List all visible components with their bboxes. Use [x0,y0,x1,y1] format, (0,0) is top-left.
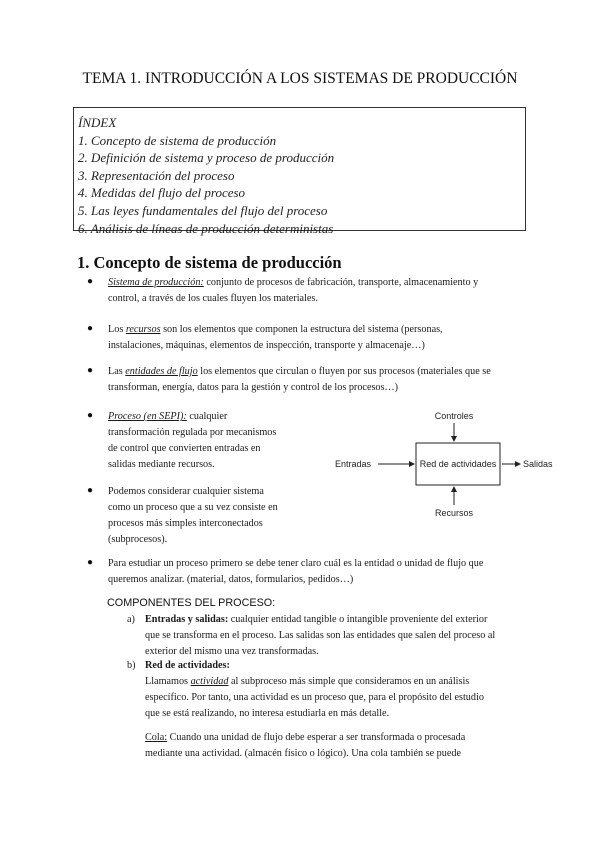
bullet-text: como un proceso que a su vez consiste en [108,502,278,513]
bullet-icon: ● [86,323,94,334]
page-title: TEMA 1. INTRODUCCIÓN A LOS SISTEMAS DE PRODUCCIÓN [82,70,518,87]
index-item: 5. Las leyes fundamentales del flujo del proceso [78,202,328,218]
list-marker-b: b) [127,660,136,671]
bullet-icon: ● [86,557,94,568]
index-item: 1. Concepto de sistema de producción [78,132,277,148]
bullet-text: Los [108,324,126,335]
component-text: Llamamos [145,676,191,687]
bullet-text: Podemos considerar cualquier sistema [108,486,264,497]
component-text: Cuando una unidad de flujo debe esperar a ser transformada o procesada [167,732,466,743]
component-text: que se transforma en el proceso. Las salidas son las entidades que salen del proceso al [145,630,496,641]
term-red-actividades: Red de actividades: [145,660,230,671]
index-item: 2. Definición de sistema y proceso de producción [78,150,335,166]
index-heading: ÍNDEX [78,115,117,130]
bullet-text: cualquier [186,411,228,422]
component-text: exterior del mismo una vez transformadas. [145,646,319,657]
bullet-icon: ● [86,365,94,376]
bullet-text: (subprocesos). [108,534,168,545]
controls-label: Controles [434,411,474,421]
bullet-text: instalaciones, máquinas, elementos de inspección, transporte y almacenaje…) [108,340,425,351]
component-entradas-salidas [145,612,565,660]
component-text: al subproceso más simple que consideramos en un análisis [228,676,470,687]
component-text: mediante una actividad. (almacén físico o lógico). Una cola también se puede [145,748,461,759]
bullet-text: Para estudiar un proceso primero se debe tener claro cuál es la entidad o unidad de flujo que [108,558,484,569]
bullet-text: transforman, energía, datos para la gestión y control de los procesos…) [108,382,399,393]
term-cola: Cola: [145,732,168,743]
bullet-text: queremos analizar. (material, datos, formularios, pedidos…) [108,574,354,585]
bullet-text: son los elementos que componen la estructura del sistema (personas, [160,324,443,335]
bullet-text: procesos más simples interconectados [108,518,263,529]
component-text: cualquier entidad tangible o intangible proveniente del exterior [228,614,488,625]
bullet-text: transformación regulada por mecanismos [108,427,277,438]
term-actividad: actividad [190,676,229,687]
bullet-text: de control que convierten entradas en [108,443,261,454]
index-item: 6. Análisis de líneas de producción deterministas [78,220,334,236]
term-recursos: recursos [125,324,161,335]
bullet-text: control, a través de los cuales fluyen los materiales. [108,293,318,304]
bullet-sistema-produccion [108,275,548,307]
component-text: específico. Por tanto, una actividad es un proceso que, para el propósito del estudio [145,692,484,703]
outputs-label: Salidas [523,459,553,469]
bullet-text: conjunto de procesos de fabricación, transporte, almacenamiento y [203,277,479,288]
bullet-subprocesos [108,484,338,548]
bullet-text: los elementos que circulan o fluyen por sus procesos (materiales que se [197,366,491,377]
component-cola [145,730,565,762]
bullet-icon: ● [86,410,94,421]
activity-network-label: Red de actividades [419,459,497,469]
index-item: 3. Representación del proceso [78,167,235,183]
bullet-text: salidas mediante recursos. [108,459,215,470]
bullet-entidades-flujo [108,364,568,396]
section-heading: 1. Concepto de sistema de producción [77,253,342,272]
components-heading: COMPONENTES DEL PROCESO: [107,597,276,609]
index-box [73,107,526,236]
bullet-unidad-flujo [108,556,568,588]
term-proceso: Proceso (en SEPI): [108,411,187,422]
bullet-recursos [108,322,558,354]
term-entidades-flujo: entidades de flujo [125,366,198,377]
process-diagram [330,405,560,530]
term-sistema-produccion: Sistema de producción: [108,277,204,288]
bullet-icon: ● [86,276,94,287]
bullet-proceso [108,409,338,473]
bullet-text: Las [108,366,126,377]
index-item: 4. Medidas del flujo del proceso [78,185,246,201]
component-red-actividades [145,658,565,722]
bullet-icon: ● [86,485,94,496]
component-text: que se está realizando, no interesa estudiarla en más detalle. [145,708,390,719]
list-marker-a: a) [127,614,135,625]
term-entradas-salidas: Entradas y salidas: [145,614,229,625]
inputs-label: Entradas [335,459,372,469]
resources-label: Recursos [434,508,474,518]
